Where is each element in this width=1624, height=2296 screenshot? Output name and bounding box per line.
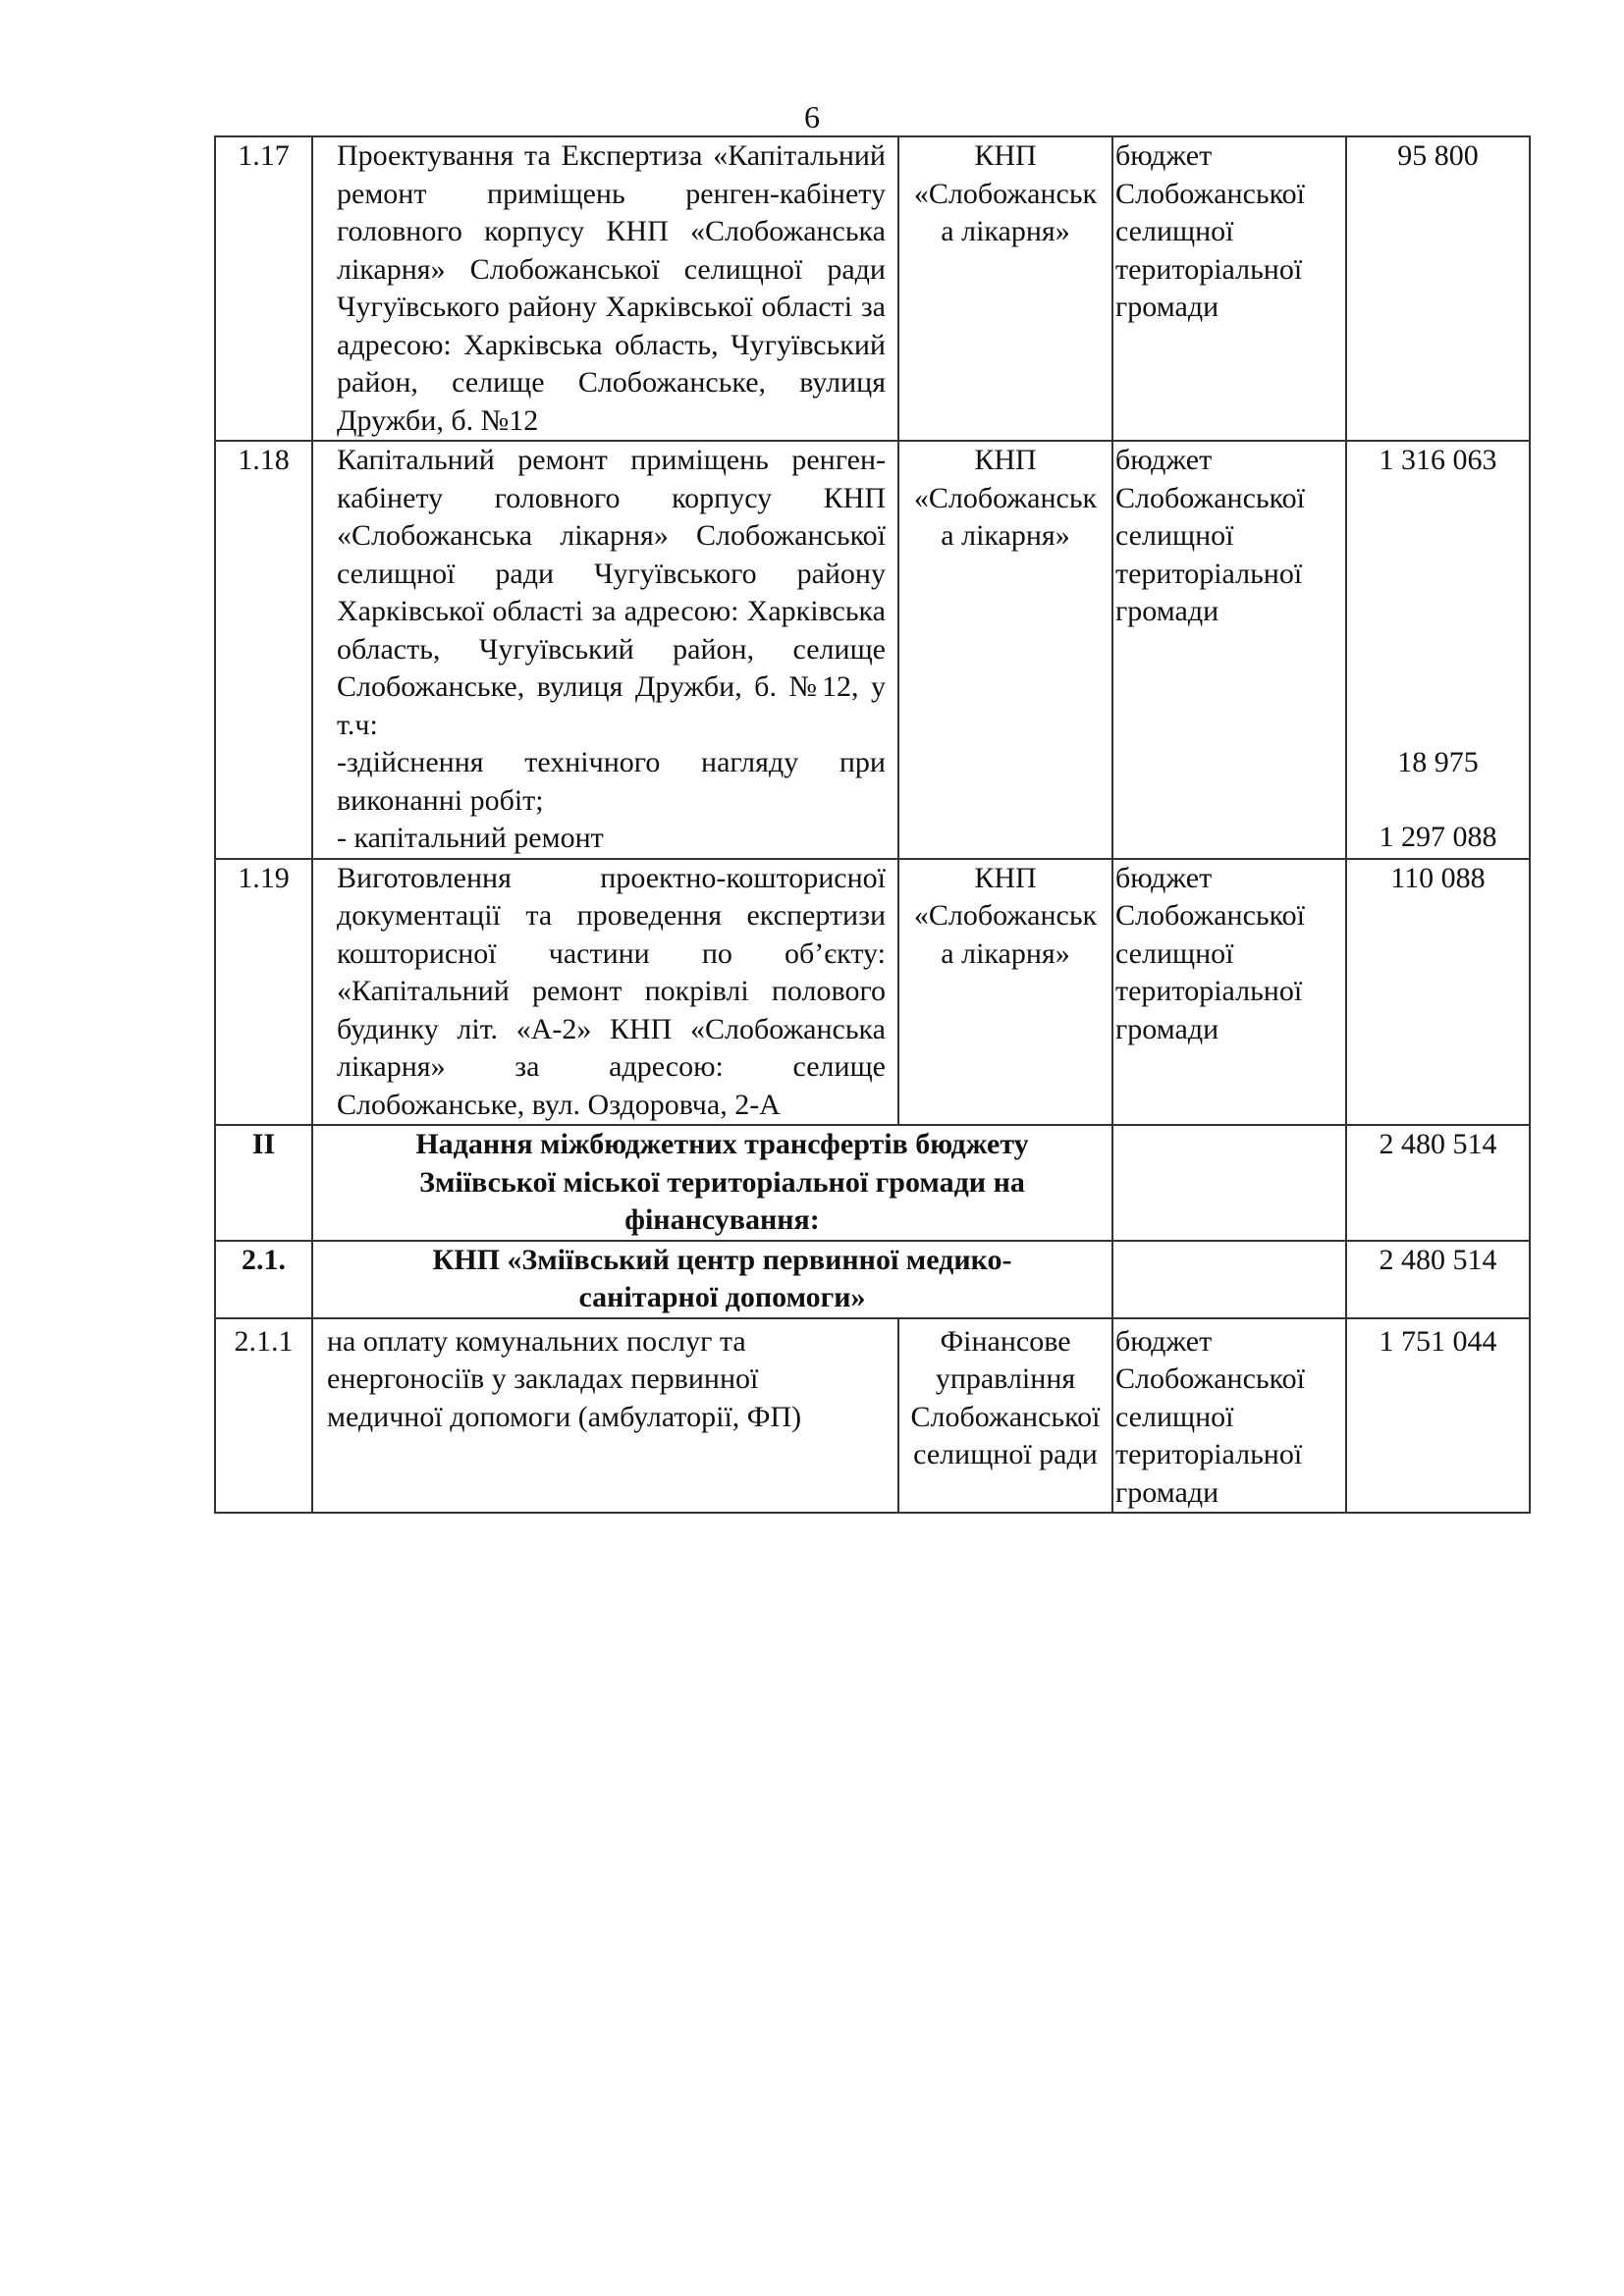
executor-line: Фінансове xyxy=(940,1324,1071,1358)
amount-spacer xyxy=(1349,781,1527,819)
description-subitem: - капітальний ремонт xyxy=(337,822,604,854)
row-number: 2.1.1 xyxy=(215,1318,312,1514)
source-line: селищної xyxy=(1115,1400,1234,1433)
subsection-number: 2.1. xyxy=(215,1241,312,1318)
source-line: громади xyxy=(1115,595,1219,627)
row-number: 1.17 xyxy=(215,136,312,441)
source-line: територіальної xyxy=(1115,1438,1303,1470)
row-funding-source xyxy=(1112,136,1346,441)
source-line: громади xyxy=(1115,1012,1219,1045)
description-line: медичної допомоги (амбулаторії, ФП) xyxy=(327,1400,802,1433)
source-line: територіальної xyxy=(1115,557,1303,590)
executor-line: Слобожанської xyxy=(910,1400,1101,1433)
row-description xyxy=(312,1318,898,1514)
empty-cell xyxy=(1112,1241,1346,1318)
row-funding-source xyxy=(1112,859,1346,1126)
description-text: Капітальний ремонт приміщень ренген-кабінету головного корпусу КНП «Слобожанська лікарня» Слобожанської селищної ради Чугуївського району Харківської області за адресою: Харківська область, Чугуївський район, селище Слобожанське, вулиця Дружби, б. №12, у т.ч: xyxy=(337,444,886,741)
executor-line: управління xyxy=(935,1362,1076,1395)
row-description xyxy=(312,136,898,441)
source-line: селищної xyxy=(1115,519,1234,552)
description-text: Проектування та Експертиза «Капітальний ремонт приміщень ренген-кабінету головного корпусу КНП «Слобожанська лікарня» Слобожанської селищної ради Чугуївського району Харківської області за адресою: Харківська область, Чугуївський район, селище Слобожанське, вулиця Дружби, б. №12 xyxy=(337,139,886,437)
executor-line: а лікарня» xyxy=(941,215,1070,247)
executor-line: а лікарня» xyxy=(941,519,1070,552)
table-row xyxy=(215,1318,1530,1514)
description-subitem: -здійснення технічного нагляду при виконанні робіт; xyxy=(337,746,886,817)
row-amount-cell xyxy=(1346,441,1530,859)
row-number: 1.19 xyxy=(215,859,312,1126)
subitem-amount: 18 975 xyxy=(1397,745,1479,778)
source-line: Слобожанської xyxy=(1115,1362,1305,1395)
source-line: бюджет xyxy=(1115,444,1213,476)
section-title xyxy=(312,1125,1112,1241)
description-line: на оплату комунальних послуг та xyxy=(327,1324,746,1358)
executor-line: КНП xyxy=(974,444,1037,476)
row-number: 1.18 xyxy=(215,441,312,859)
source-line: бюджет xyxy=(1115,861,1213,894)
executor-line: селищної ради xyxy=(913,1438,1098,1470)
row-description xyxy=(312,441,898,859)
subsection-title-line: санітарної допомоги» xyxy=(578,1281,866,1313)
row-amount: 110 088 xyxy=(1346,859,1530,1126)
section-title-line: Зміївської міської територіальної громади на xyxy=(419,1165,1025,1199)
section-title-line: фінансування: xyxy=(624,1203,820,1236)
section-number: II xyxy=(215,1125,312,1241)
row-description xyxy=(312,859,898,1126)
subitem-amount: 1 297 088 xyxy=(1379,821,1497,853)
source-line: громади xyxy=(1115,291,1219,323)
executor-line: «Слобожанськ xyxy=(913,899,1098,932)
row-executor xyxy=(898,859,1112,1126)
section-amount: 2 480 514 xyxy=(1346,1125,1530,1241)
description-line: енергоносіїв у закладах первинної xyxy=(327,1362,759,1395)
table-row xyxy=(215,441,1530,859)
subsection-amount: 2 480 514 xyxy=(1346,1241,1530,1318)
row-executor xyxy=(898,136,1112,441)
amount-spacer xyxy=(1349,480,1527,744)
table-row xyxy=(215,859,1530,1126)
row-executor xyxy=(898,1318,1112,1514)
executor-line: «Слобожанськ xyxy=(913,481,1098,514)
source-line: територіальної xyxy=(1115,252,1303,286)
executor-line: «Слобожанськ xyxy=(913,177,1098,210)
section-row xyxy=(215,1125,1530,1241)
description-text: Виготовлення проектно-кошторисної документації та проведення експертизи кошторисної частини по об’єкту: «Капітальний ремонт покрівлі полового будинку літ. «А-2» КНП «Слобожанська лікарня» за адресою: селище Слобожанське, вул. Оздоровча, 2-А xyxy=(337,861,886,1121)
section-title-line: Надання міжбюджетних трансфертів бюджету xyxy=(415,1128,1029,1160)
table-row xyxy=(215,136,1530,441)
row-funding-source xyxy=(1112,441,1346,859)
empty-cell xyxy=(1112,1125,1346,1241)
source-line: бюджет xyxy=(1115,1324,1213,1358)
source-line: бюджет xyxy=(1115,139,1213,172)
source-line: Слобожанської xyxy=(1115,899,1305,932)
source-line: громади xyxy=(1115,1475,1219,1509)
row-executor xyxy=(898,441,1112,859)
executor-line: КНП xyxy=(974,139,1037,172)
source-line: територіальної xyxy=(1115,975,1303,1007)
row-amount: 1 751 044 xyxy=(1346,1318,1530,1514)
row-amount: 1 316 063 xyxy=(1379,444,1497,476)
subsection-title-line: КНП «Зміївський центр первинної медико- xyxy=(432,1243,1012,1276)
row-funding-source xyxy=(1112,1318,1346,1514)
source-line: селищної xyxy=(1115,215,1234,247)
budget-table xyxy=(214,135,1531,1514)
source-line: Слобожанської xyxy=(1115,481,1305,514)
subsection-title xyxy=(312,1241,1112,1318)
source-line: селищної xyxy=(1115,936,1234,970)
row-amount: 95 800 xyxy=(1346,136,1530,441)
executor-line: КНП xyxy=(974,861,1037,894)
subsection-row xyxy=(215,1241,1530,1318)
source-line: Слобожанської xyxy=(1115,177,1305,210)
executor-line: а лікарня» xyxy=(941,936,1070,970)
page-number: 6 xyxy=(804,99,820,134)
